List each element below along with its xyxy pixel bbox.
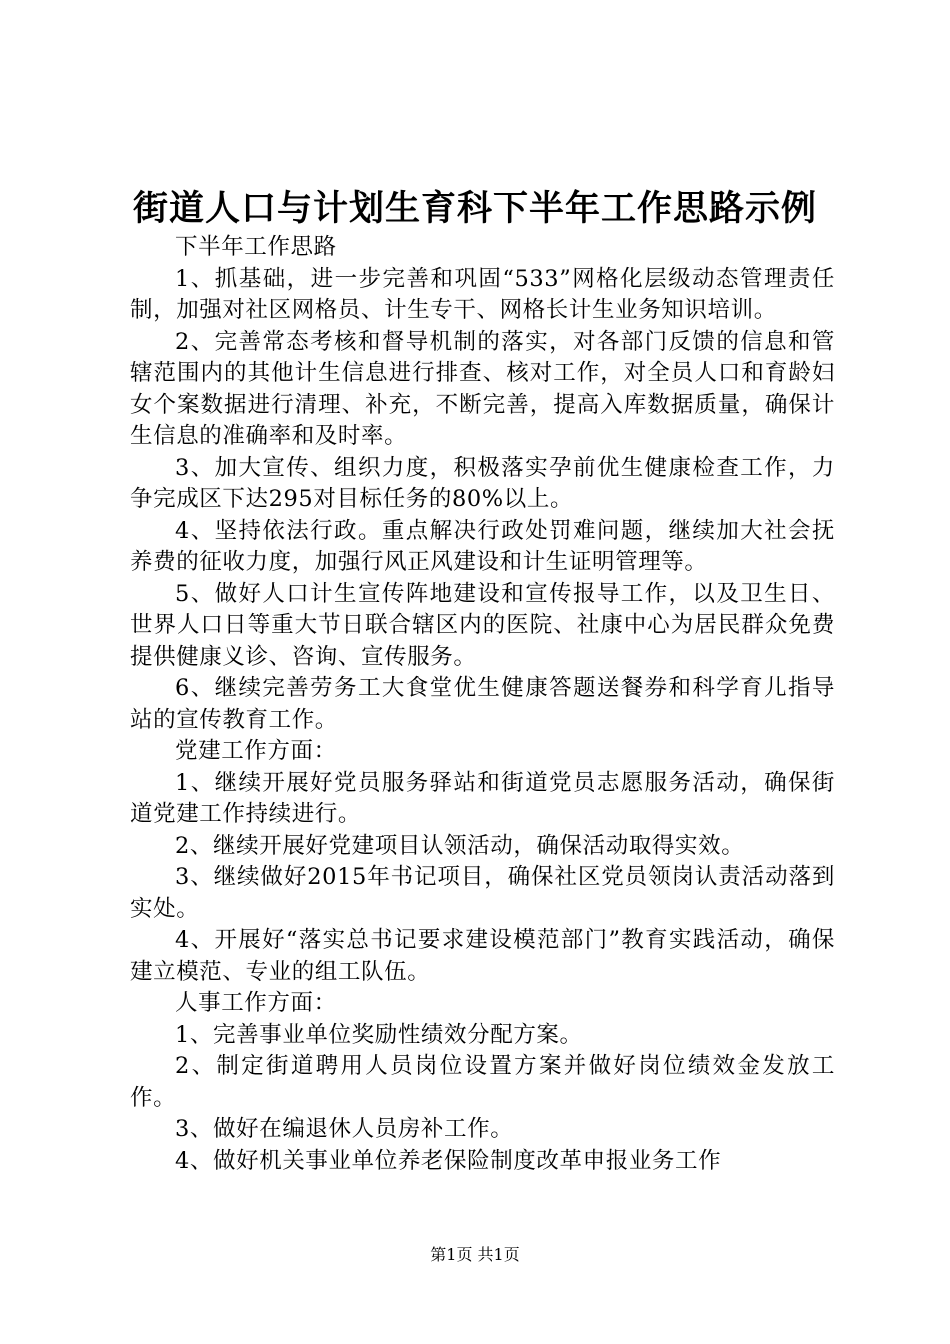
section-heading-work-plan: 下半年工作思路	[175, 234, 337, 260]
document-title: 街道人口与计划生育科下半年工作思路示例	[132, 189, 817, 229]
page-footer: 第1页 共1页	[430, 1245, 520, 1264]
document-body	[130, 232, 835, 1177]
paragraph-item: 5、做好人口计生宣传阵地建设和宣传报导工作，以及卫生日、世界人口日等重大节日联合辖区内的医院、社康中心为居民群众免费提供健康义诊、咨询、宣传服务。	[130, 580, 835, 670]
section-heading-party-building: 党建工作方面：	[175, 738, 337, 764]
paragraph-item: 4、坚持依法行政。重点解决行政处罚难问题，继续加大社会抚养费的征收力度，加强行风正风建设和计生证明管理等。	[130, 517, 835, 575]
paragraph-item: 4、做好机关事业单位养老保险制度改革申报业务工作	[175, 1147, 722, 1174]
paragraph-item: 1、继续开展好党员服务驿站和街道党员志愿服务活动，确保街道党建工作持续进行。	[130, 769, 835, 827]
paragraph-item: 2、制定街道聘用人员岗位设置方案并做好岗位绩效金发放工作。	[130, 1053, 835, 1111]
paragraph-item: 1、抓基础，进一步完善和巩固“533”网格化层级动态管理责任制，加强对社区网格员、计生专干、网格长计生业务知识培训。	[130, 265, 835, 323]
paragraph-item: 3、做好在编退休人员房补工作。	[175, 1116, 514, 1142]
paragraph-item: 1、完善事业单位奖励性绩效分配方案。	[175, 1021, 583, 1048]
paragraph-item: 4、开展好“落实总书记要求建设模范部门”教育实践活动，确保建立模范、专业的组工队伍。	[130, 927, 835, 985]
paragraph-item: 3、继续做好2015年书记项目，确保社区党员领岗认责活动落到实处。	[130, 864, 835, 922]
paragraph-item: 2、完善常态考核和督导机制的落实，对各部门反馈的信息和管辖范围内的其他计生信息进行排查、核对工作，对全员人口和育龄妇女个案数据进行清理、补充，不断完善，提高入库数据质量，确保计生信息的准确率和及时率。	[130, 328, 835, 449]
paragraph-item: 3、加大宣传、组织力度，积极落实孕前优生健康检查工作，力争完成区下达295对目标任务的80%以上。	[130, 454, 835, 512]
paragraph-item: 2、继续开展好党建项目认领活动，确保活动取得实效。	[175, 832, 745, 859]
section-heading-personnel: 人事工作方面：	[175, 990, 337, 1016]
paragraph-item: 6、继续完善劳务工大食堂优生健康答题送餐券和科学育儿指导站的宣传教育工作。	[130, 675, 835, 733]
